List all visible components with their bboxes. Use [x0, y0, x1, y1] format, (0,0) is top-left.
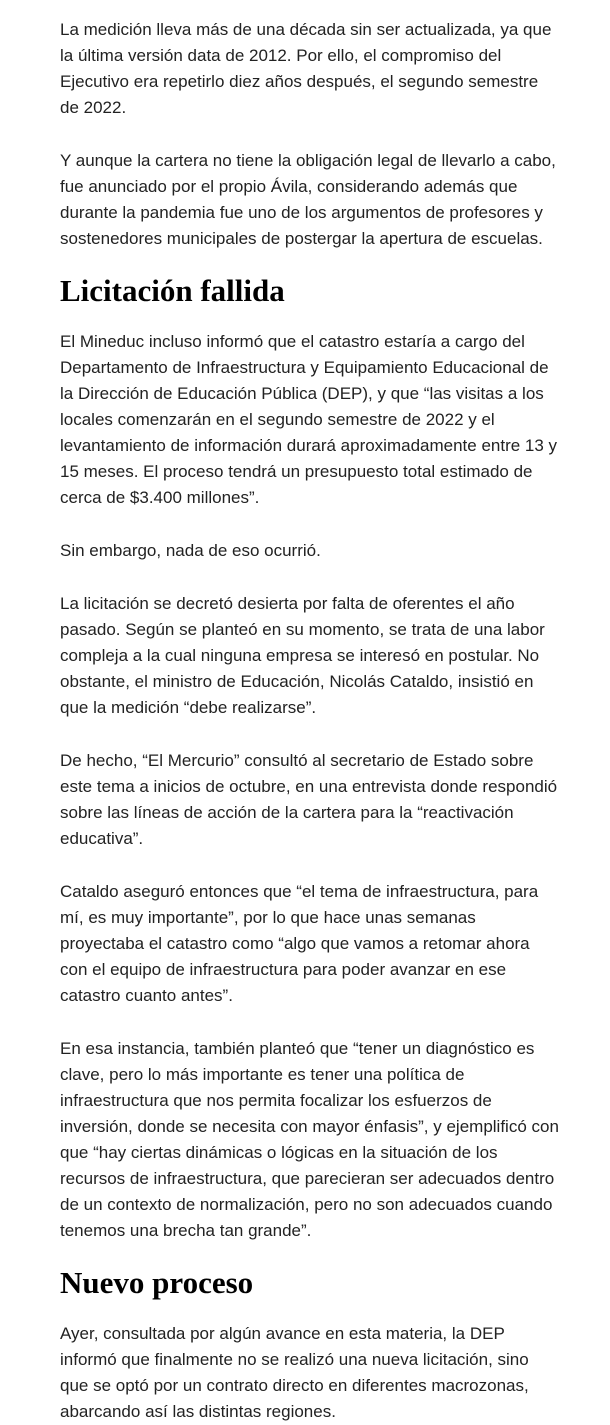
article-paragraph: La medición lleva más de una década sin ser actualizada, ya que la última versión data de 2012. Por ello, el compromiso del Ejecutivo era repetirlo diez años después, el segundo semestre de 2022. — [60, 20, 552, 117]
article-paragraph: En esa instancia, también planteó que “tener un diagnóstico es clave, pero lo más importante es tener una política de infraestructura que nos permita focalizar los esfuerzos de inversión, donde se necesita con mayor énfasis”, y ejemplificó con que “hay ciertas dinámicas o lógicas en la situación de los recursos de infraestructura, que parecieran ser adecuados dentro de un contexto de normalización, pero no son adecuados cuando tenemos una brecha tan grande”. — [60, 1039, 559, 1240]
article-paragraph: El Mineduc incluso informó que el catastro estaría a cargo del Departamento de Infraestructura y Equipamiento Educacional de la Dirección de Educación Pública (DEP), y que “las visitas a los locales comenzarán en el segundo semestre de 2022 y el levantamiento de información durará aproximadamente entre 13 y 15 meses. El proceso tendrá un presupuesto total estimado de cerca de $3.400 millones”. — [60, 332, 558, 507]
article-paragraph: Sin embargo, nada de eso ocurrió. — [60, 541, 321, 560]
article-paragraph: Y aunque la cartera no tiene la obligación legal de llevarlo a cabo, fue anunciado por el propio Ávila, considerando además que durante la pandemia fue uno de los argumentos de profesores y sostenedores municipales de postergar la apertura de escuelas. — [60, 151, 556, 248]
article-paragraph: La licitación se decretó desierta por falta de oferentes el año pasado. Según se planteó en su momento, se trata de una labor compleja a la cual ninguna empresa se interesó en postular. No obstante, el ministro de Educación, Nicolás Cataldo, insistió en que la medición “debe realizarse”. — [60, 594, 545, 717]
section-heading-licitacion-fallida: Licitación fallida — [60, 273, 285, 308]
article-paragraph: Ayer, consultada por algún avance en esta materia, la DEP informó que finalmente no se realizó una nueva licitación, sino que se optó por un contrato directo en diferentes macrozonas, abarcando así las distintas regiones. — [60, 1324, 529, 1421]
article-paragraph: Cataldo aseguró entonces que “el tema de infraestructura, para mí, es muy importante”, por lo que hace unas semanas proyectaba el catastro como “algo que vamos a retomar ahora con el equipo de infraestructura para poder avanzar en ese catastro cuanto antes”. — [60, 882, 539, 1005]
section-heading-nuevo-proceso: Nuevo proceso — [60, 1265, 254, 1300]
article-body — [60, 0, 560, 1425]
article-paragraph: De hecho, “El Mercurio” consultó al secretario de Estado sobre este tema a inicios de octubre, en una entrevista donde respondió sobre las líneas de acción de la cartera para la “reactivación educativa”. — [60, 751, 558, 848]
